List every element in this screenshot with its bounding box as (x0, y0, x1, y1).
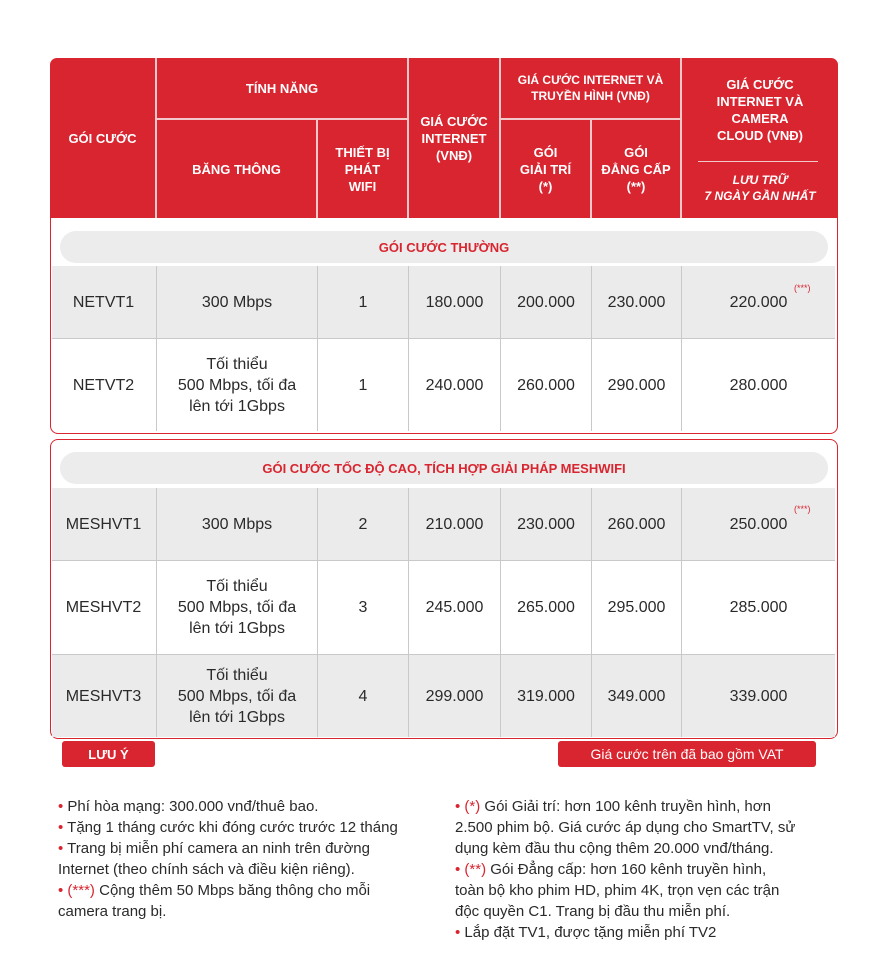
bandwidth-line: Tối thiểu (206, 355, 268, 373)
bandwidth (157, 655, 317, 737)
header-internet-tv-line: GIÁ CƯỚC INTERNET VÀ (517, 73, 664, 87)
internet-price: 245.000 (425, 599, 484, 616)
note-text: Gói Đẳng cấp: hơn 160 kênh truyền hình, (490, 861, 767, 878)
wifi-count: 1 (358, 293, 368, 311)
notes-left (58, 796, 448, 922)
header-entertainment (501, 120, 590, 218)
header-features: TÍNH NĂNG (245, 80, 319, 96)
note-item: • (**) Gói Đẳng cấp: hơn 160 kênh truyền hình, toàn bộ kho phim HD, phim 4K, trọn vẹn các trận độc quyền C1. Trang bị đầu thu miễn phí. (455, 861, 780, 920)
note-text: Phí hòa mạng: 300.000 vnđ/thuê bao. (67, 798, 319, 815)
header-internet-line: (VNĐ) (435, 147, 473, 163)
footnote-mark: (***) (794, 283, 811, 293)
note-text: Lắp đặt TV1, được tặng miễn phí TV2 (464, 924, 717, 941)
bandwidth (157, 339, 317, 431)
vat-button[interactable]: Giá cước trên đã bao gồm VAT (558, 741, 816, 767)
note-item: • (*) Gói Giải trí: hơn 100 kênh truyền hình, hơn 2.500 phim bộ. Giá cước áp dụng cho SmartTV, sử dụng kèm đầu thu cộng thêm 20.000 vnđ/tháng. (455, 798, 796, 857)
wifi-count: 2 (358, 515, 368, 533)
note-item: • Trang bị miễn phí camera an ninh trên đường Internet (theo chính sách và điều kiện riêng). (58, 840, 370, 878)
bandwidth-line: 500 Mbps, tối đa (177, 599, 297, 616)
notes-right (455, 796, 883, 943)
table-row (52, 655, 835, 737)
entertainment-price: 200.000 (517, 293, 575, 311)
header-wifi-line: WIFI (348, 178, 377, 194)
table-row (52, 561, 835, 654)
premium-price: 295.000 (607, 599, 666, 616)
header-camera-line: INTERNET VÀ (716, 94, 804, 109)
premium-price: 290.000 (607, 376, 666, 394)
table-row (52, 266, 835, 338)
package-name: MESHVT3 (65, 687, 142, 705)
note-text: Gói Giải trí: hơn 100 kênh truyền hình, hơn (484, 798, 771, 815)
premium-price: 260.000 (607, 515, 666, 533)
note-item: • Phí hòa mạng: 300.000 vnđ/thuê bao. (58, 798, 319, 815)
header-premium-line: GÓI (624, 144, 648, 160)
bandwidth-line: 500 Mbps, tối đa (177, 376, 297, 394)
note-mark: (**) (464, 861, 487, 878)
header-internet-camera (682, 64, 838, 156)
internet-price: 180.000 (425, 293, 484, 311)
header-internet-tv-line: TRUYỀN HÌNH (VNĐ) (531, 89, 650, 103)
header-premium-line: (**) (626, 178, 646, 194)
header-storage (682, 166, 838, 210)
note-button[interactable]: LƯU Ý (62, 741, 155, 767)
header-internet-price (409, 58, 499, 218)
note-text: camera trang bị. (58, 903, 167, 920)
note-text: Cộng thêm 50 Mbps băng thông cho mỗi (99, 882, 371, 899)
section-title: GÓI CƯỚC THƯỜNG (60, 231, 828, 263)
header-premium-line: ĐẲNG CẤP (601, 161, 671, 177)
note-text: độc quyền C1. Trang bị đầu thu miễn phí. (455, 903, 731, 920)
internet-price: 240.000 (425, 376, 484, 394)
note-text: Trang bị miễn phí camera an ninh trên đường (67, 840, 370, 857)
note-item: • (***) Cộng thêm 50 Mbps băng thông cho mỗi camera trang bị. (58, 882, 371, 920)
internet-price: 210.000 (425, 515, 484, 533)
bandwidth-line: 500 Mbps, tối đa (177, 687, 297, 705)
header-ent-line: GÓI (533, 144, 558, 160)
bandwidth (157, 561, 317, 654)
header-internet-line: INTERNET (421, 130, 487, 146)
package-name: NETVT1 (72, 293, 135, 311)
camera-price: 220.000 (729, 293, 788, 311)
premium-price: 349.000 (607, 687, 666, 705)
table-row (52, 339, 835, 431)
camera-price: 280.000 (729, 376, 788, 394)
note-text: dụng kèm đầu thu cộng thêm 20.000 vnđ/tháng. (455, 840, 774, 857)
header-wifi (318, 120, 407, 218)
package-name: NETVT2 (72, 376, 135, 394)
note-text: 2.500 phim bộ. Giá cước áp dụng cho SmartTV, sử (455, 819, 796, 836)
package-name: MESHVT2 (65, 599, 142, 616)
camera-price: 250.000 (729, 515, 788, 533)
header-ent-line: (*) (538, 178, 553, 194)
premium-price: 230.000 (607, 293, 666, 311)
footnote-mark: (***) (794, 504, 811, 514)
bandwidth-line: lên tới 1Gbps (189, 620, 285, 637)
wifi-count: 4 (358, 687, 368, 705)
wifi-count: 3 (358, 599, 368, 616)
note-mark: (***) (67, 882, 95, 899)
note-item: • Tặng 1 tháng cước khi đóng cước trước 12 tháng (58, 819, 398, 836)
internet-price: 299.000 (425, 687, 484, 705)
section-title: GÓI CƯỚC TỐC ĐỘ CAO, TÍCH HỢP GIẢI PHÁP MESHWIFI (60, 452, 828, 484)
table-row (52, 488, 835, 560)
package-name: MESHVT1 (65, 515, 142, 533)
header-wifi-line: PHÁT (344, 161, 381, 177)
header-wifi-line: THIẾT BỊ (335, 144, 390, 160)
header-bandwidth: BĂNG THÔNG (192, 161, 281, 177)
bandwidth-line: Tối thiểu (206, 578, 268, 595)
camera-price: 339.000 (729, 687, 788, 705)
note-text: toàn bộ kho phim HD, phim 4K, trọn vẹn các trận (455, 882, 780, 899)
entertainment-price: 230.000 (517, 515, 575, 533)
header-camera-line: CAMERA (731, 111, 789, 126)
entertainment-price: 319.000 (517, 687, 575, 705)
note-text: Internet (theo chính sách và điều kiện riêng). (58, 861, 355, 878)
entertainment-price: 260.000 (517, 376, 575, 394)
table-header (50, 58, 838, 218)
header-storage-line: 7 NGÀY GẦN NHẤT (704, 189, 816, 203)
header-divider (698, 161, 818, 162)
bandwidth: 300 Mbps (201, 293, 273, 311)
header-internet-line: GIÁ CƯỚC (420, 113, 488, 129)
header-camera-line: GIÁ CƯỚC (726, 77, 794, 92)
bandwidth-line: lên tới 1Gbps (189, 397, 285, 415)
header-storage-line: LƯU TRỮ (732, 173, 788, 187)
bandwidth: 300 Mbps (201, 515, 273, 533)
header-premium (592, 120, 680, 218)
note-text: Tặng 1 tháng cước khi đóng cước trước 12 tháng (67, 819, 398, 836)
note-item: • Lắp đặt TV1, được tặng miễn phí TV2 (455, 924, 717, 941)
header-package: GÓI CƯỚC (68, 130, 137, 146)
header-camera-line: CLOUD (VNĐ) (717, 128, 803, 143)
note-mark: (*) (464, 798, 481, 815)
bandwidth-line: lên tới 1Gbps (189, 708, 285, 726)
camera-price: 285.000 (729, 599, 788, 616)
header-ent-line: GIẢI TRÍ (519, 161, 572, 177)
wifi-count: 1 (358, 376, 368, 394)
header-internet-tv (501, 58, 680, 118)
entertainment-price: 265.000 (517, 599, 575, 616)
bandwidth-line: Tối thiểu (206, 666, 268, 684)
